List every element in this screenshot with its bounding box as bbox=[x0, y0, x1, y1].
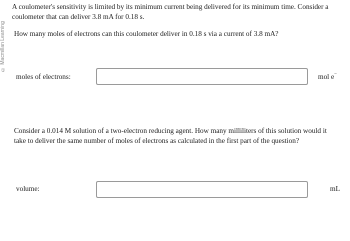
moles-input[interactable] bbox=[96, 68, 308, 85]
moles-unit-superscript: − bbox=[334, 72, 337, 78]
copyright-watermark: © Macmillan Learning bbox=[0, 21, 6, 72]
moles-unit bbox=[318, 72, 337, 82]
moles-label: moles of electrons: bbox=[16, 73, 71, 81]
volume-label: volume: bbox=[16, 185, 40, 193]
part2-prompt: Consider a 0.014 M solution of a two-electron reducing agent. How many milliliters of this solution would it take to deliver the same number of moles of electrons as calculated in the first part of the question? bbox=[14, 127, 327, 145]
volume-unit: mL bbox=[330, 185, 340, 193]
volume-input[interactable] bbox=[96, 181, 308, 198]
question-intro: A coulometer's sensitivity is limited by its minimum current being delivered for its minimum time. Consider a coulometer that can deliver 3.8 mA for 0.18 s. bbox=[12, 3, 329, 21]
moles-unit-text: mol e bbox=[318, 73, 335, 81]
part1-prompt: How many moles of electrons can this coulometer deliver in 0.18 s via a current of 3.8 mA? bbox=[14, 30, 279, 38]
